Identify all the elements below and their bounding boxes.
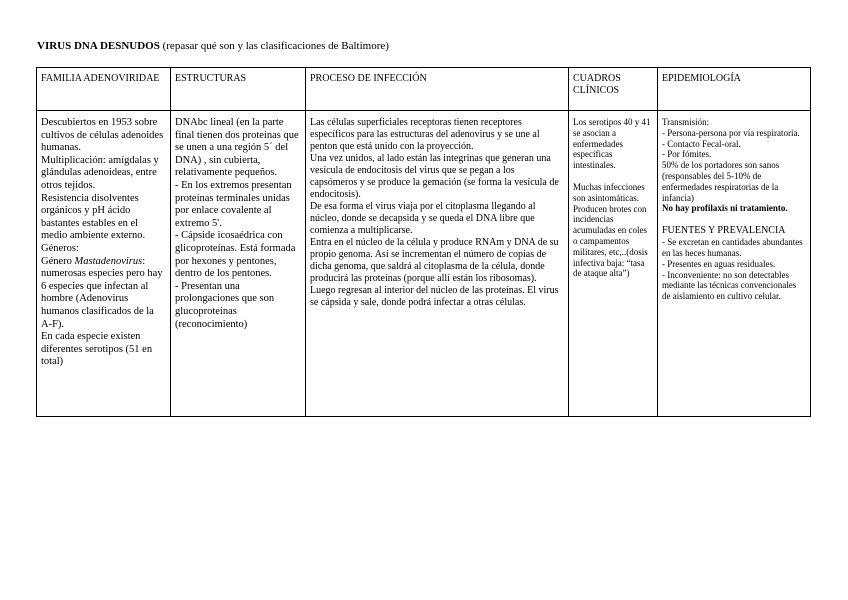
header-proceso: PROCESO DE INFECCIÓN <box>306 68 569 111</box>
cuadros-p1: Los serotipos 40 y 41 se asocian a enfermedades específicas intestinales. <box>573 117 651 171</box>
header-familia: FAMILIA ADENOVIRIDAE <box>37 68 171 111</box>
cell-familia <box>37 111 171 417</box>
epi-profilaxis: No hay profilaxis ni tratamiento. <box>662 203 788 214</box>
document-title <box>37 40 389 52</box>
spacer <box>662 214 806 225</box>
estructura-item: DNAbc lineal (en la parte final tienen dos proteínas que se unen a una región 5´ del DNA) , sin cubierta, relativamente pequeños. <box>175 117 299 179</box>
cuadros-p2: Muchas infecciones son asintomáticas. Producen brotes con incidencias acumuladas en coles o campamentos militares, etc,..(dosis infectiva baja: “tasa de ataque alta”) <box>573 181 648 279</box>
familia-generos: Géneros: <box>41 242 79 254</box>
epi-item: - Contacto Fecal-oral. <box>662 138 741 149</box>
epi-fuente: - Se excretan en cantidades abundantes en las heces humanas. <box>662 237 803 258</box>
cell-proceso <box>306 111 569 417</box>
epi-item: - Por fómites. <box>662 149 712 160</box>
familia-serotipos: En cada especie existen diferentes serotipos (51 en total) <box>41 331 153 368</box>
proceso-paragraph: Una vez unidos, al lado están las integrinas que generan una vesícula de endocitosis del virus que se pegan a los capsómeros y se produce la gemación (se forma la vesícula de endocitosis). <box>310 153 559 200</box>
familia-genero <box>41 256 166 332</box>
spacer <box>573 171 653 182</box>
familia-intro: Descubiertos en 1953 sobre cultivos de células adenoides humanas. <box>41 117 164 154</box>
genero-rest: : numerosas especies pero hay 6 especies que infectan al hombre (Adenovirus humanos clasificados de la A-F). <box>41 255 163 330</box>
cell-estructuras <box>171 111 306 417</box>
epi-fuentes-title: FUENTES Y PREVALENCIA <box>662 225 786 237</box>
proceso-paragraph: Las células superficiales receptoras tienen receptores específicos para las estructuras del adenovirus y se une al penton que está unido con la proyección. <box>310 117 540 152</box>
familia-multiplicacion: Multiplicación: amígdalas y glándulas adenoideas, entre otros tejidos. <box>41 154 159 191</box>
cell-cuadros <box>569 111 658 417</box>
estructura-item: - Presentan una prolongaciones que son glucoproteínas (reconocimiento) <box>175 280 275 330</box>
epi-transmision: Transmisión: <box>662 117 710 127</box>
title-bold: VIRUS DNA DESNUDOS <box>37 40 160 52</box>
proceso-paragraph: Entra en el núcleo de la célula y produce RNAm y DNA de su propio genoma. Así se incrementan el número de copias de dicha genoma, que saldrá al citoplasma de la célula, donde producirá las proteínas (porque allí están los ribosomas). <box>310 237 559 284</box>
genero-name: Mastadenovirus <box>74 255 143 267</box>
table-body-row <box>37 111 811 417</box>
genero-prefix: Género <box>41 255 72 267</box>
estructura-item: - En los extremos presentan proteínas terminales unidas por enlace covalente al extremo 5'. <box>175 179 292 229</box>
header-epidemiologia: EPIDEMIOLOGÍA <box>658 68 811 111</box>
header-cuadros: CUADROS CLÍNICOS <box>569 68 658 111</box>
header-estructuras: ESTRUCTURAS <box>171 68 306 111</box>
table-header-row <box>37 68 811 111</box>
virus-table <box>36 67 811 417</box>
epi-fuente: - Inconveniente: no son detectables mediante las técnicas convencionales de aislamiento en cultivo celular. <box>662 269 797 302</box>
cell-epidemiologia <box>658 111 811 417</box>
estructura-item: - Cápside icosaédrica con glicoproteínas. Está formada por hexones y pentones, dentro de los pentones. <box>175 230 296 280</box>
epi-item: - Persona-persona por vía respiratoria. <box>662 127 800 138</box>
epi-fuente: - Presentes en aguas residuales. <box>662 258 776 269</box>
proceso-paragraph: De esa forma el virus viaja por el citoplasma llegando al núcleo, donde se decapsida y se queda el DNA libre que comienza a multiplicarse. <box>310 201 536 236</box>
epi-portadores: 50% de los portadores son sanos (responsables del 5-10% de enfermedades respiratorias de la infancia) <box>662 160 780 203</box>
proceso-paragraph: Luego regresan al interior del núcleo de las proteínas. El virus se cápsida y sale, donde podrá infectar a otras células. <box>310 285 559 308</box>
title-rest: (repasar qué son y las clasificaciones de Baltimore) <box>162 40 389 52</box>
familia-resistencia: Resistencia disolventes orgánicos y pH ácido bastantes estables en el medio ambiente externo. <box>41 192 146 242</box>
